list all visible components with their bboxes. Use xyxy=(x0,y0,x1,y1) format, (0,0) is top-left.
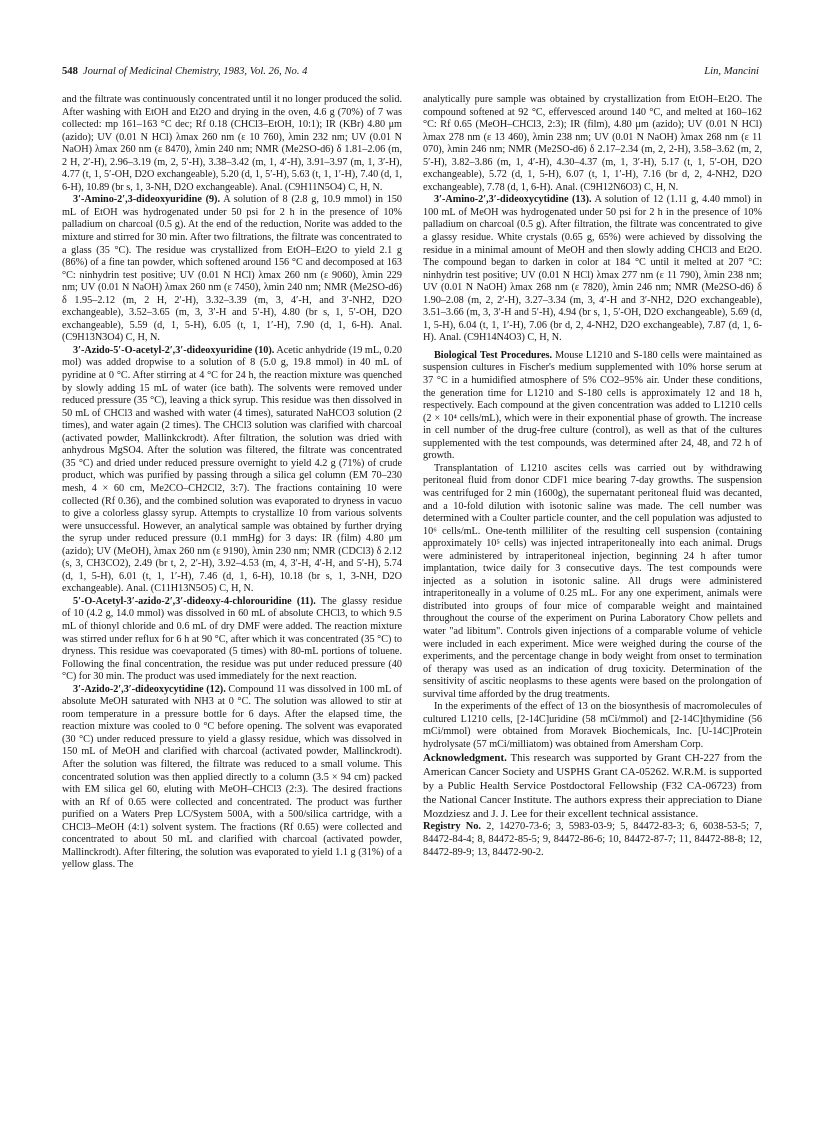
journal-citation: Journal of Medicinal Chemistry, 1983, Vol. 26, No. 4 xyxy=(82,66,308,77)
acknowledgment xyxy=(423,751,762,821)
paragraph-text: Acetic anhydride (19 mL, 0.20 mol) was added dropwise to a solution of 8 (5.0 g, 19.8 mmol) in 40 mL of pyridine at 0 °C. After stirring at 4 °C for 24 h, the reaction mixture was quenched by slowly adding 15 mL of water (ice bath). The solvents were removed under reduced pressure (35 °C), leaving a thick syrup. This residue was then dissolved in 50 mL of CHCl3 and washed with water (4 times), saturated NaHCO3 solution (2 times), and water again (2 times). The CHCl3 solution was clarified with charcoal (activated powder, Mallinkckrodt). After filtration, the solution was dried with anhydrous MgSO4. After the solution was filtered, the filtrate was concentrated (35 °C) and dried under reduced pressure overnight to yield 4.2 g (71%) of crude product, which was purified by passing through a silica gel column (EM 70–230 mesh, 4 × 60 cm, Me2CO–CH2Cl2, 3:7). The fractions containing 10 were collected (Rf 0.36), and the combined solution was evaporated to dryness in vacuo to give a colorless glassy syrup. Attempts to crystallize 10 from various solvents were unsuccessful. However, an analytical sample was obtained by further drying the syrup under reduced pressure (0.1 mmHg) for 3 days: IR (film) 4.80 μm (azido); UV (MeOH), λmax 260 nm (ε 9190), λmin 230 nm; NMR (CDCl3) δ 2.12 (s, 3, CH3CO2), 2.49 (br t, 2, 2′-H), 3.92–4.53 (m, 4, 3′-H, 4′-H, and 5′-H), 5.74 (d, 1, 5-H), 6.01 (t, 1, 1′-H), 7.46 (d, 1, 6-H), 10.18 (br s, 1, 3-NH, D2O exchangeable). Anal. (C11H13N5O5) C, H, N. xyxy=(62,344,403,595)
paragraph xyxy=(62,194,402,345)
page-header xyxy=(62,66,759,84)
paragraph-continued xyxy=(62,94,402,194)
running-head xyxy=(62,66,307,77)
paragraph-text: The glassy residue of 10 (4.2 g, 14.0 mmol) was dissolved in 60 mL of absolute CHCl3, to which 9.5 mL of thionyl chloride and 0.6 mL of dry DMF were added. The reaction mixture was stirred under reflux for 6 h at 90 °C, after which it was concentrated (35 °C) to dryness. This residue was coevaporated (5 times) with 80-mL portions of toluene. Following the final concentration, the residue was put under reduced pressure (40 °C) for 30 min. The product was used immediately for the next reaction. xyxy=(62,595,402,683)
paragraph xyxy=(62,345,402,596)
paragraph-text: Transplantation of L1210 ascites cells was carried out by withdrawing peritoneal fluid from donor CDF1 mice bearing 7-day growths. The suspension was centrifuged for 2 min (1600g), the supernatant peritoneal fluid was decanted, and a 10-fold dilution with isotonic saline was made. The cell number was determined with a Coulter particle counter, and the cell population was adjusted to 10⁶ cells/mL. One-tenth milliliter of the resulting cell suspension (containing approximately 10⁵ cells) was injected intraperitoneally into each animal. Drugs were administered by intraperitoneal injection, beginning 24 h after tumor implantation, twice daily for 3 consecutive days. The test compounds were injected as a solution in isotonic saline. All drugs were administered intraperitoneally in a volume of 0.25 mL. For any one experiment, animals were distributed into groups of four mice of comparable weight and maintained throughout the course of the experiment on Purina Laboratory Chow pellets and water "ad libitum". Controls given injections of a comparable volume of vehicle were included in each experiment. Mice were weighed during the course of the experiments, and the percentage change in body weight from onset to termination of therapy was used as an indication of drug toxicity. Determination of the sensitivity of ascitic neoplasms to these agents were based on the prolongation of survival time afforded by the drug treatments. xyxy=(423,462,762,700)
paragraph-text: Mouse L1210 and S-180 cells were maintained as suspension cultures in Fischer's medium supplemented with 10% horse serum at 37 °C in a humidified atmosphere of 5% CO2–95% air. Under these conditions, the generation time for L1210 and S-180 cells is approximately 12 and 18 h, respectively. Each compound at the given concentration was added to L1210 cells (2 × 10⁴ cells/mL), which were in their exponential phase of growth. The increase in cell number of the drug-free culture (control), as well as that of the cultures supplemented with the test compounds, was determined after 24, 48, and 72 h of growth. xyxy=(423,349,763,462)
paragraph xyxy=(423,463,762,701)
registry-numbers xyxy=(423,821,762,859)
paragraph xyxy=(423,701,762,751)
right-column-body xyxy=(423,94,762,751)
paragraph xyxy=(423,194,762,345)
acknowledgment-heading: Acknowledgment. xyxy=(423,752,507,765)
section-heading: 3′-Azido-5′-O-acetyl-2′,3′-dideoxyuridine (10). xyxy=(73,344,275,356)
registry-heading: Registry No. xyxy=(423,821,482,833)
paragraph xyxy=(423,350,762,463)
section-heading: 5′-O-Acetyl-3′-azido-2′,3′-dideoxy-4-chlorouridine (11). xyxy=(73,595,316,607)
paragraph-text: analytically pure sample was obtained by crystallization from EtOH–Et2O. The compound softened at 92 °C, effervesced around 140 °C, and melted at 160–162 °C: Rf 0.65 (MeOH–CHCl3, 2:3); IR (film), 4.80 μm (azido); UV (0.01 N HCl) λmax 278 nm (ε 13 460), λmin 238 nm; UV (0.01 N NaOH) λmax 268 nm (ε 11 070), λmin 246 nm; NMR (Me2SO-d6) δ 2.17–2.34 (m, 2, 2-H), 3.58–3.62 (m, 2, 5′-H), 3.82–3.86 (m, 1, 4′-H), 4.30–4.37 (m, 1, 3′-H), 5.17 (t, 1, 5′-OH, D2O exchangeable), 5.72 (d, 1, 5-H), 6.07 (t, 1, 1′-H), 7.16 (br d, 2, 4-NH2, D2O exchangeable), 7.78 (d, 1, 6-H). Anal. (C9H12N6O3) C, H, N. xyxy=(423,94,762,193)
section-heading: Biological Test Procedures. xyxy=(434,349,553,361)
left-column xyxy=(62,94,402,872)
paragraph-text: A solution of 12 (1.11 g, 4.40 mmol) in 100 mL of MeOH was hydrogenated under 50 psi for 2 h in the presence of 10% palladium on charcoal (0.5 g). After filtration, the filtrate was concentrated to give a glassy residue. White crystals (0.65 g, 65%) were achieved by dissolving the residue in a minimal amount of MeOH and then slowly adding CHCl3 and Et2O. The compound began to darken in color at 184 °C until it melted at 207 °C: ninhydrin test positive; UV (0.01 N HCl) λmax 277 nm (ε 11 790), λmin 238 nm; UV (0.01 N NaOH) λmax 268 nm (ε 7820), λmin 246 nm; NMR (Me2SO-d6) δ 1.90–2.08 (m, 2, 2′-H), 3.27–3.34 (m, 3, 4′-H and 3′-NH2, D2O exchangeable), 3.51–3.66 (m, 3, 3′-H and 5′-H), 4.94 (br s, 1, 5′-OH, D2O exchangeable), 5.69 (d, 1, 5-H), 6.04 (t, 1, 1′-H), 7.06 (br d, 2, 4-NH2, D2O exchangeable), 7.87 (d, 1, 6-H). Anal. (C9H14N4O3) C, H, N. xyxy=(423,194,763,344)
paragraph xyxy=(62,596,402,684)
paragraph-text: and the filtrate was continuously concentrated until it no longer produced the solid. After washing with EtOH and Et2O and drying in the oven, 4.6 g (70%) of 7 was collected: mp 161–163 °C dec; Rf 0.18 (CHCl3–EtOH, 10:1); IR (KBr) 4.80 μm (azido); UV (0.01 N HCl) λmax 260 nm (ε 10 760), λmin 232 nm; UV (0.01 N NaOH) λmax 260 nm (ε 8470), λmin 240 nm; NMR (Me2SO-d6) δ 1.81–2.06 (m, 2 H, 2′-H), 2.96–3.19 (m, 2, 5′-H), 3.38–3.42 (m, 1, 4′-H), 3.91–3.97 (m, 1, 3′-H), 4.77 (t, 1, 5′-OH, D2O exchangeable), 5.20 (d, 1, 5′-H), 5.63 (t, 1, 1′-H), 7.40 (d, 1, 6-H), 10.89 (br s, 1, 3-NH, D2O exchangeable). Anal. (C9H11N5O4) C, H, N. xyxy=(62,94,402,193)
paragraph-text: Compound 11 was dissolved in 100 mL of absolute MeOH saturated with NH3 at 0 °C. The solution was allowed to stir at room temperature in a pressure bottle for 6 days. After the elapsed time, the reaction mixture was cooled to 0 °C before opening. The solvent was evaporated (30 °C) under reduced pressure to yield a glassy residue, which was dissolved in 150 mL of MeOH and clarified with charcoal (activated powder, Mallinckrodt). After the solution was filtered, the filtrate was reduced to a small volume. This concentrated solution was then applied directly to a column (3.5 × 94 cm) packed with EM silica gel 60, eluting with MeOH–CHCl3 (2:3). The desired fractions with an Rf of 0.65 were collected and concentrated. The product was further purified on a Waters Prep LC/System 500A, with a 500/silica cartridge, with a CHCl3–MeOH (4:1) solvent system. The fractions (Rf 0.65) were collected and concentrated to about 50 mL and clarified with charcoal (activated powder, Mallinckrodt). After filtering, the solution was evaporated to yield 1.1 g (31%) of a yellow glass. The xyxy=(62,683,402,871)
right-column xyxy=(423,94,762,860)
page-number: 548 xyxy=(62,66,78,77)
acknowledgment-text: This research was supported by Grant CH-227 from the American Cancer Society and USPHS Grant CA-05262. W.R.M. is supported by a Public Health Service Postdoctoral Fellowship (F32 CA-06723) from the National Cancer Institute. The authors express their appreciation to Diane Mozdziesz and J. J. Lee for their excellent technical assistance. xyxy=(423,752,762,821)
paragraph-text: A solution of 8 (2.8 g, 10.9 mmol) in 150 mL of EtOH was hydrogenated under 50 psi for 2 h in the presence of 10% palladium on charcoal (0.5 g). At the end of the reduction, Norite was added to the mixture and stirred for 30 min. After two filtrations, the filtrate was concentrated to a glass (35 °C). The residue was crystallized from EtOH–Et2O to yield 2.1 g (86%) of a fine tan powder, which softened around 156 °C and decomposed at 163 °C: ninhydrin test positive; UV (0.01 N HCl) λmax 260 nm (ε 9060), λmin 229 nm; UV (0.01 N NaOH) λmax 260 nm (ε 7450), λmin 240 nm; NMR (Me2SO-d6) δ 1.95–2.12 (m, 2 H, 2′-H), 3.32–3.39 (m, 3, 4′-H, and 3′-NH2, D2O exchangeable), 3.52–3.65 (m, 3, 3′-H and 5′-H), 4.80 (br s, 1, 5′-OH, D2O exchangeable), 5.59 (d, 1, 5-H), 6.05 (t, 1, 1′-H), 7.90 (d, 1, 6-H). Anal. (C9H13N3O4) C, H, N. xyxy=(62,194,403,344)
authors-running-head: Lin, Mancini xyxy=(704,66,759,77)
paragraph xyxy=(62,684,402,872)
paragraph-text: In the experiments of the effect of 13 on the biosynthesis of macromolecules of cultured L1210 cells, [2-14C]uridine (58 mCi/mmol) and [2-14C]thymidine (56 mCi/mmol) were obtained from Moravek Biochemicals, Inc. [U-14C]Protein hydrolysate (57 mCi/milliatom) was obtained from Amersham Corp. xyxy=(423,701,762,750)
section-heading: 3′-Amino-2′,3-dideoxyuridine (9). xyxy=(73,194,221,206)
paragraph-continued xyxy=(423,94,762,194)
registry-text: 2, 14270-73-6; 3, 5983-03-9; 5, 84472-83-3; 6, 6038-53-5; 7, 84472-84-4; 8, 84472-85-5; 9, 84472-86-6; 10, 84472-87-7; 11, 84472-88-8; 12, 84472-89-9; 13, 84472-90-2. xyxy=(423,821,762,859)
section-heading: 3′-Azido-2′,3′-dideoxycytidine (12). xyxy=(73,683,226,695)
section-heading: 3′-Amino-2′,3′-dideoxycytidine (13). xyxy=(434,194,592,206)
